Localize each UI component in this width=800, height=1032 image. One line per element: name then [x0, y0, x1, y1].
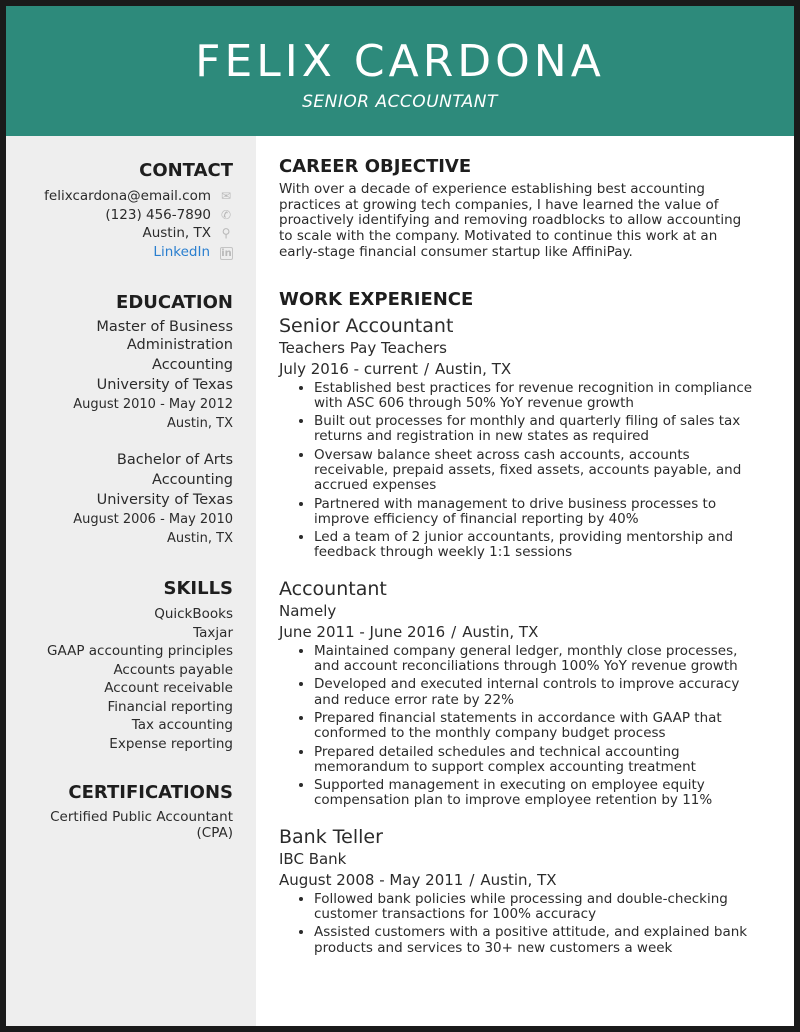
map-pin-icon: ⚲ — [221, 226, 231, 240]
education-section — [6, 292, 233, 548]
job-entry — [279, 577, 759, 809]
candidate-title: SENIOR ACCOUNTANT — [302, 92, 498, 112]
job-bullet: • Established best practices for revenue recognition in compliance with ASC 606 through 50% YoY revenue growth — [314, 381, 759, 412]
linkedin-link[interactable]: LinkedIn — [153, 243, 210, 260]
contact-location: Austin, TX — [142, 225, 211, 241]
contact-email[interactable]: felixcardona@email.com — [44, 188, 211, 204]
job-dates: June 2011 - June 2016 — [279, 622, 446, 641]
job-bullets — [279, 892, 759, 956]
job-dates-location — [279, 870, 759, 890]
education-entry — [6, 319, 233, 433]
contact-linkedin-row — [6, 243, 233, 262]
job-company: IBC Bank — [279, 849, 347, 868]
objective-heading: CAREER OBJECTIVE — [279, 156, 472, 177]
phone-icon: ✆ — [220, 207, 232, 222]
job-bullet: • Built out processes for monthly and quarterly filing of sales tax returns and registration in new states as required — [314, 414, 759, 445]
certification-abbr: (CPA) — [196, 825, 233, 841]
skills-heading: SKILLS — [163, 578, 233, 599]
envelope-icon: ✉ — [220, 189, 232, 203]
job-separator: / — [451, 622, 457, 641]
objective-section — [279, 156, 759, 261]
job-company: Namely — [279, 601, 337, 620]
job-dates-location — [279, 622, 759, 642]
skill-item: Expense reporting — [109, 735, 233, 752]
skill-item: Account receivable — [104, 680, 233, 696]
job-bullets — [279, 644, 759, 809]
job-bullet: • Prepared financial statements in accordance with GAAP that conformed to the monthly company budget process — [314, 711, 759, 742]
skill-item: GAAP accounting principles — [47, 643, 233, 659]
skill-item: Financial reporting — [107, 698, 233, 715]
job-dates: July 2016 - current — [279, 359, 418, 378]
contact-location-row — [6, 224, 233, 243]
linkedin-icon: in — [221, 247, 232, 259]
job-bullet: • Prepared detailed schedules and technical accounting memorandum to support complex accounting treatment — [314, 745, 759, 776]
main-column — [279, 156, 759, 959]
edu-degree-cont: Administration — [126, 337, 233, 353]
edu-major: Accounting — [152, 472, 233, 488]
candidate-name: FELIX CARDONA — [195, 36, 605, 87]
education-heading: EDUCATION — [116, 292, 233, 313]
edu-school: University of Texas — [96, 492, 233, 508]
edu-school: University of Texas — [96, 377, 233, 393]
skill-item: Tax accounting — [131, 717, 233, 733]
job-dates: August 2008 - May 2011 — [279, 870, 464, 889]
job-entry — [279, 314, 759, 561]
job-entry — [279, 825, 759, 956]
job-location: Austin, TX — [462, 622, 539, 641]
job-bullet: • Maintained company general ledger, monthly close processes, and account reconciliations through 100% YoY revenue growth — [314, 644, 759, 675]
job-bullet: • Oversaw balance sheet across cash accounts, accounts receivable, prepaid assets, fixed assets, accounts payable, and accrued expenses — [314, 448, 759, 494]
job-separator: / — [469, 870, 475, 889]
experience-heading: WORK EXPERIENCE — [279, 288, 474, 310]
job-location: Austin, TX — [480, 870, 557, 889]
job-bullet: • Followed bank policies while processing and double-checking customer transactions for 100% accuracy — [314, 892, 759, 923]
edu-major: Accounting — [152, 357, 233, 373]
edu-dates: August 2006 - May 2010 — [73, 512, 233, 527]
job-title: Senior Accountant — [279, 314, 454, 337]
job-location: Austin, TX — [435, 359, 512, 378]
contact-phone-row — [6, 206, 233, 225]
edu-location: Austin, TX — [167, 416, 233, 431]
certifications-section — [6, 782, 233, 841]
contact-email-row — [6, 187, 233, 206]
skills-section — [6, 578, 233, 753]
skill-item: Taxjar — [193, 624, 233, 641]
edu-degree: Master of Business — [96, 319, 233, 335]
objective-text: With over a decade of experience establishing best accounting practices at growing tech companies, I have learned the value of proactively identifying and removing roadblocks to allow accounting to scale with the company. Motivated to continue this work at an early-stage financial consumer startup like AffiniPay. — [279, 181, 742, 260]
job-bullet: • Partnered with management to drive business processes to improve efficiency of financial reporting by 40% — [314, 497, 759, 528]
experience-section — [279, 289, 759, 956]
job-bullets — [279, 381, 759, 561]
job-title: Bank Teller — [279, 825, 383, 848]
contact-phone: (123) 456-7890 — [105, 206, 211, 223]
education-entry — [6, 450, 233, 548]
skill-item: Accounts payable — [113, 661, 233, 678]
sidebar — [6, 136, 256, 1026]
job-bullet: • Developed and executed internal controls to improve accuracy and reduce error rate by 22% — [314, 677, 759, 708]
resume-header — [6, 6, 794, 136]
job-bullet: • Assisted customers with a positive attitude, and explained bank products and services to 30+ new customers a week — [314, 925, 759, 956]
job-dates-location — [279, 359, 759, 379]
job-title: Accountant — [279, 577, 387, 600]
certifications-heading: CERTIFICATIONS — [68, 782, 233, 803]
job-bullet: • Led a team of 2 junior accountants, providing mentorship and feedback through weekly 1:1 sessions — [314, 530, 759, 561]
job-separator: / — [423, 359, 430, 378]
skill-item: QuickBooks — [154, 606, 233, 622]
job-bullet: • Supported management in executing on employee equity compensation plan to improve employee retention by 11% — [314, 778, 759, 809]
edu-dates: August 2010 - May 2012 — [73, 397, 233, 412]
contact-heading: CONTACT — [139, 160, 233, 181]
edu-location: Austin, TX — [167, 531, 233, 546]
certification-name: Certified Public Accountant — [50, 809, 233, 825]
job-company: Teachers Pay Teachers — [279, 338, 447, 357]
resume-page — [6, 6, 794, 1026]
contact-section — [6, 160, 233, 261]
edu-degree: Bachelor of Arts — [116, 452, 233, 468]
